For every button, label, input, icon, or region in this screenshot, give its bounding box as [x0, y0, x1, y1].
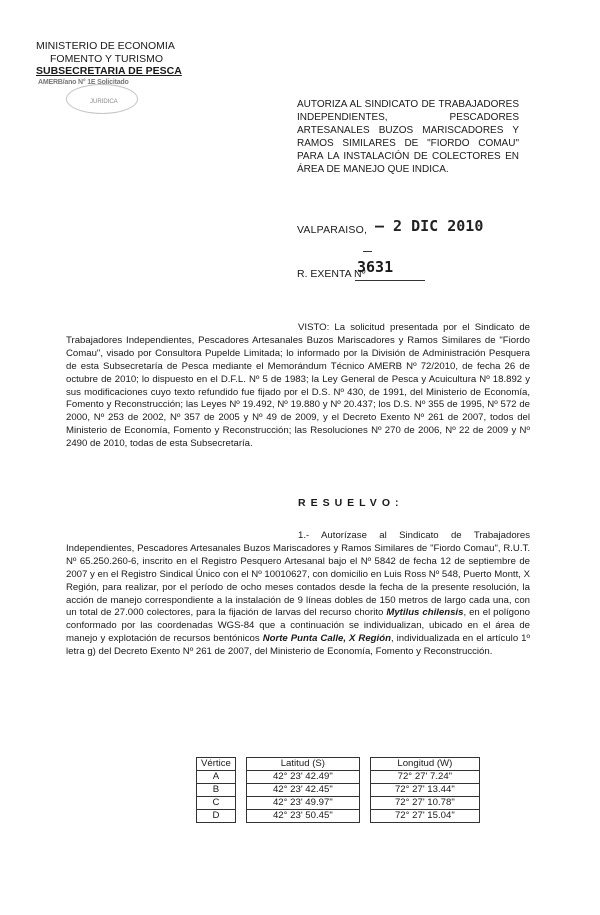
- resolution-number-label: R. EXENTA Nº: [297, 268, 366, 280]
- resolution-number: [297, 258, 394, 280]
- stamp-subtext: JURIDICA: [90, 99, 118, 105]
- coordinates-table: [196, 757, 480, 823]
- table-cell-vertex: A: [197, 771, 236, 784]
- table-cell-vertex: C: [197, 797, 236, 810]
- letterhead-ministry-sub: FOMENTO Y TURISMO: [50, 52, 163, 65]
- letterhead-subsecretaria: SUBSECRETARIA DE PESCA: [36, 65, 182, 77]
- table-cell-latitude: 42° 23' 42.49": [246, 771, 359, 784]
- table-cell-latitude: 42° 23' 50.45": [246, 810, 359, 823]
- table-row: [197, 810, 480, 823]
- dateline: [297, 217, 484, 236]
- resolution-subject: AUTORIZA AL SINDICATO DE TRABAJADORES INDEPENDIENTES, PESCADORES ARTESANALES BUZOS MARISCADORES Y RAMOS SIMILARES DE "FIORDO COMAU" PARA LA INSTALACIÓN DE COLECTORES EN ÁREA DE MANEJO QUE INDICA.: [297, 99, 519, 175]
- table-header-row: [197, 758, 480, 771]
- number-underline: [355, 280, 425, 281]
- table-cell-latitude: 42° 23' 42.45": [246, 784, 359, 797]
- article-1-text-a: 1.- Autorízase al Sindicato de Trabajadores Independientes, Pescadores Artesanales Buzos Mariscadores y Ramos Similares de "Fiordo Comau", R.U.T. Nº 65.250.260-6, inscrito en el Registro Pesquero Artesanal bajo el Nº 5842 de fecha 12 de septiembre de 2007 y en el Registro Sindical Único con el Nº 10010627, con domicilio en Luis Ross Nº 548, Puerto Montt, X Región, para realizar, por el período de ocho meses contados desde la fecha de la presente resolución, la acción de manejo correspondiente a la instalación de 9 líneas dobles de 150 metros de largo cada una, con un total de 27.000 colectores, para la fijación de larvas del recurso chorito: [66, 530, 530, 619]
- letterhead-ministry: MINISTERIO DE ECONOMIA: [36, 40, 175, 52]
- resuelvo-heading: RESUELVO:: [298, 497, 404, 509]
- table-cell-longitude: 72° 27' 10.78": [370, 797, 479, 810]
- table-cell-longitude: 72° 27' 15.04": [370, 810, 479, 823]
- table-row: [197, 771, 480, 784]
- article-1-text-c: , individualizada en el artículo 1º letra g) del Decreto Exento Nº 261 de 2007, del Ministerio de Economía, Fomento y Reconstrucción.: [66, 633, 530, 658]
- article-1-text-b: , en el polígono conformado por las coordenadas WGS-84 que a continuación se individualizan, ubicado en el área de manejo y explotación de recursos bentónicos: [66, 607, 530, 645]
- visto-paragraph: VISTO: La solicitud presentada por el Sindicato de Trabajadores Independientes, Pescadores Artesanales Buzos Mariscadores y Ramos Similares de "Fiordo Comau", visado por Consultora Pupelde Limitada; lo informado por la División de Administración Pesquera de esta Subsecretaría de Pesca mediante el Memorándum Técnico AMERB Nº 72/2010, de fecha 26 de octubre de 2010; lo dispuesto en el D.F.L. Nº 5 de 1983; la Ley General de Pesca y Acuicultura Nº 18.892 y sus modificaciones cuyo texto refundido fue fijado por el D.S. Nº 430, de 1991, del Ministerio de Economía, Fomento y Reconstrucción; las Leyes Nº 19.492, Nº 19.880 y Nº 20.437; los D.S. Nº 355 de 1995, Nº 572 de 2000, Nº 253 de 2002, Nº 357 de 2005 y Nº 49 de 2009, y el Decreto Exento Nº 261 de 2007, todos del Ministerio de Economía, Fomento y Reconstrucción; las Resoluciones Nº 270 de 2006, Nº 22 de 2009 y Nº 2490 de 2010, todas de esta Subsecretaría.: [66, 322, 530, 450]
- dateline-date: – 2 DIC 2010: [375, 217, 484, 235]
- table-cell-longitude: 72° 27' 7.24": [370, 771, 479, 784]
- article-1-paragraph: [66, 530, 530, 659]
- table-header-longitude: Longitud (W): [370, 758, 479, 771]
- table-cell-longitude: 72° 27' 13.44": [370, 784, 479, 797]
- species-name: Mytilus chilensis: [386, 607, 464, 619]
- stamp-text: AMERB/ano N° 1E Solicitado: [38, 79, 129, 86]
- table-cell-latitude: 42° 23' 49.97": [246, 797, 359, 810]
- dateline-place: VALPARAISO,: [297, 224, 368, 236]
- table-row: [197, 784, 480, 797]
- table-header-latitude: Latitud (S): [246, 758, 359, 771]
- table-row: [197, 797, 480, 810]
- table-cell-vertex: B: [197, 784, 236, 797]
- area-name: Norte Punta Calle, X Región: [262, 633, 391, 645]
- table-header-vertex: Vértice: [197, 758, 236, 771]
- number-tick-mark: [363, 251, 372, 252]
- letterhead: [36, 40, 196, 78]
- office-stamp: [38, 78, 156, 118]
- resolution-number-value: 3631: [357, 258, 394, 276]
- table-cell-vertex: D: [197, 810, 236, 823]
